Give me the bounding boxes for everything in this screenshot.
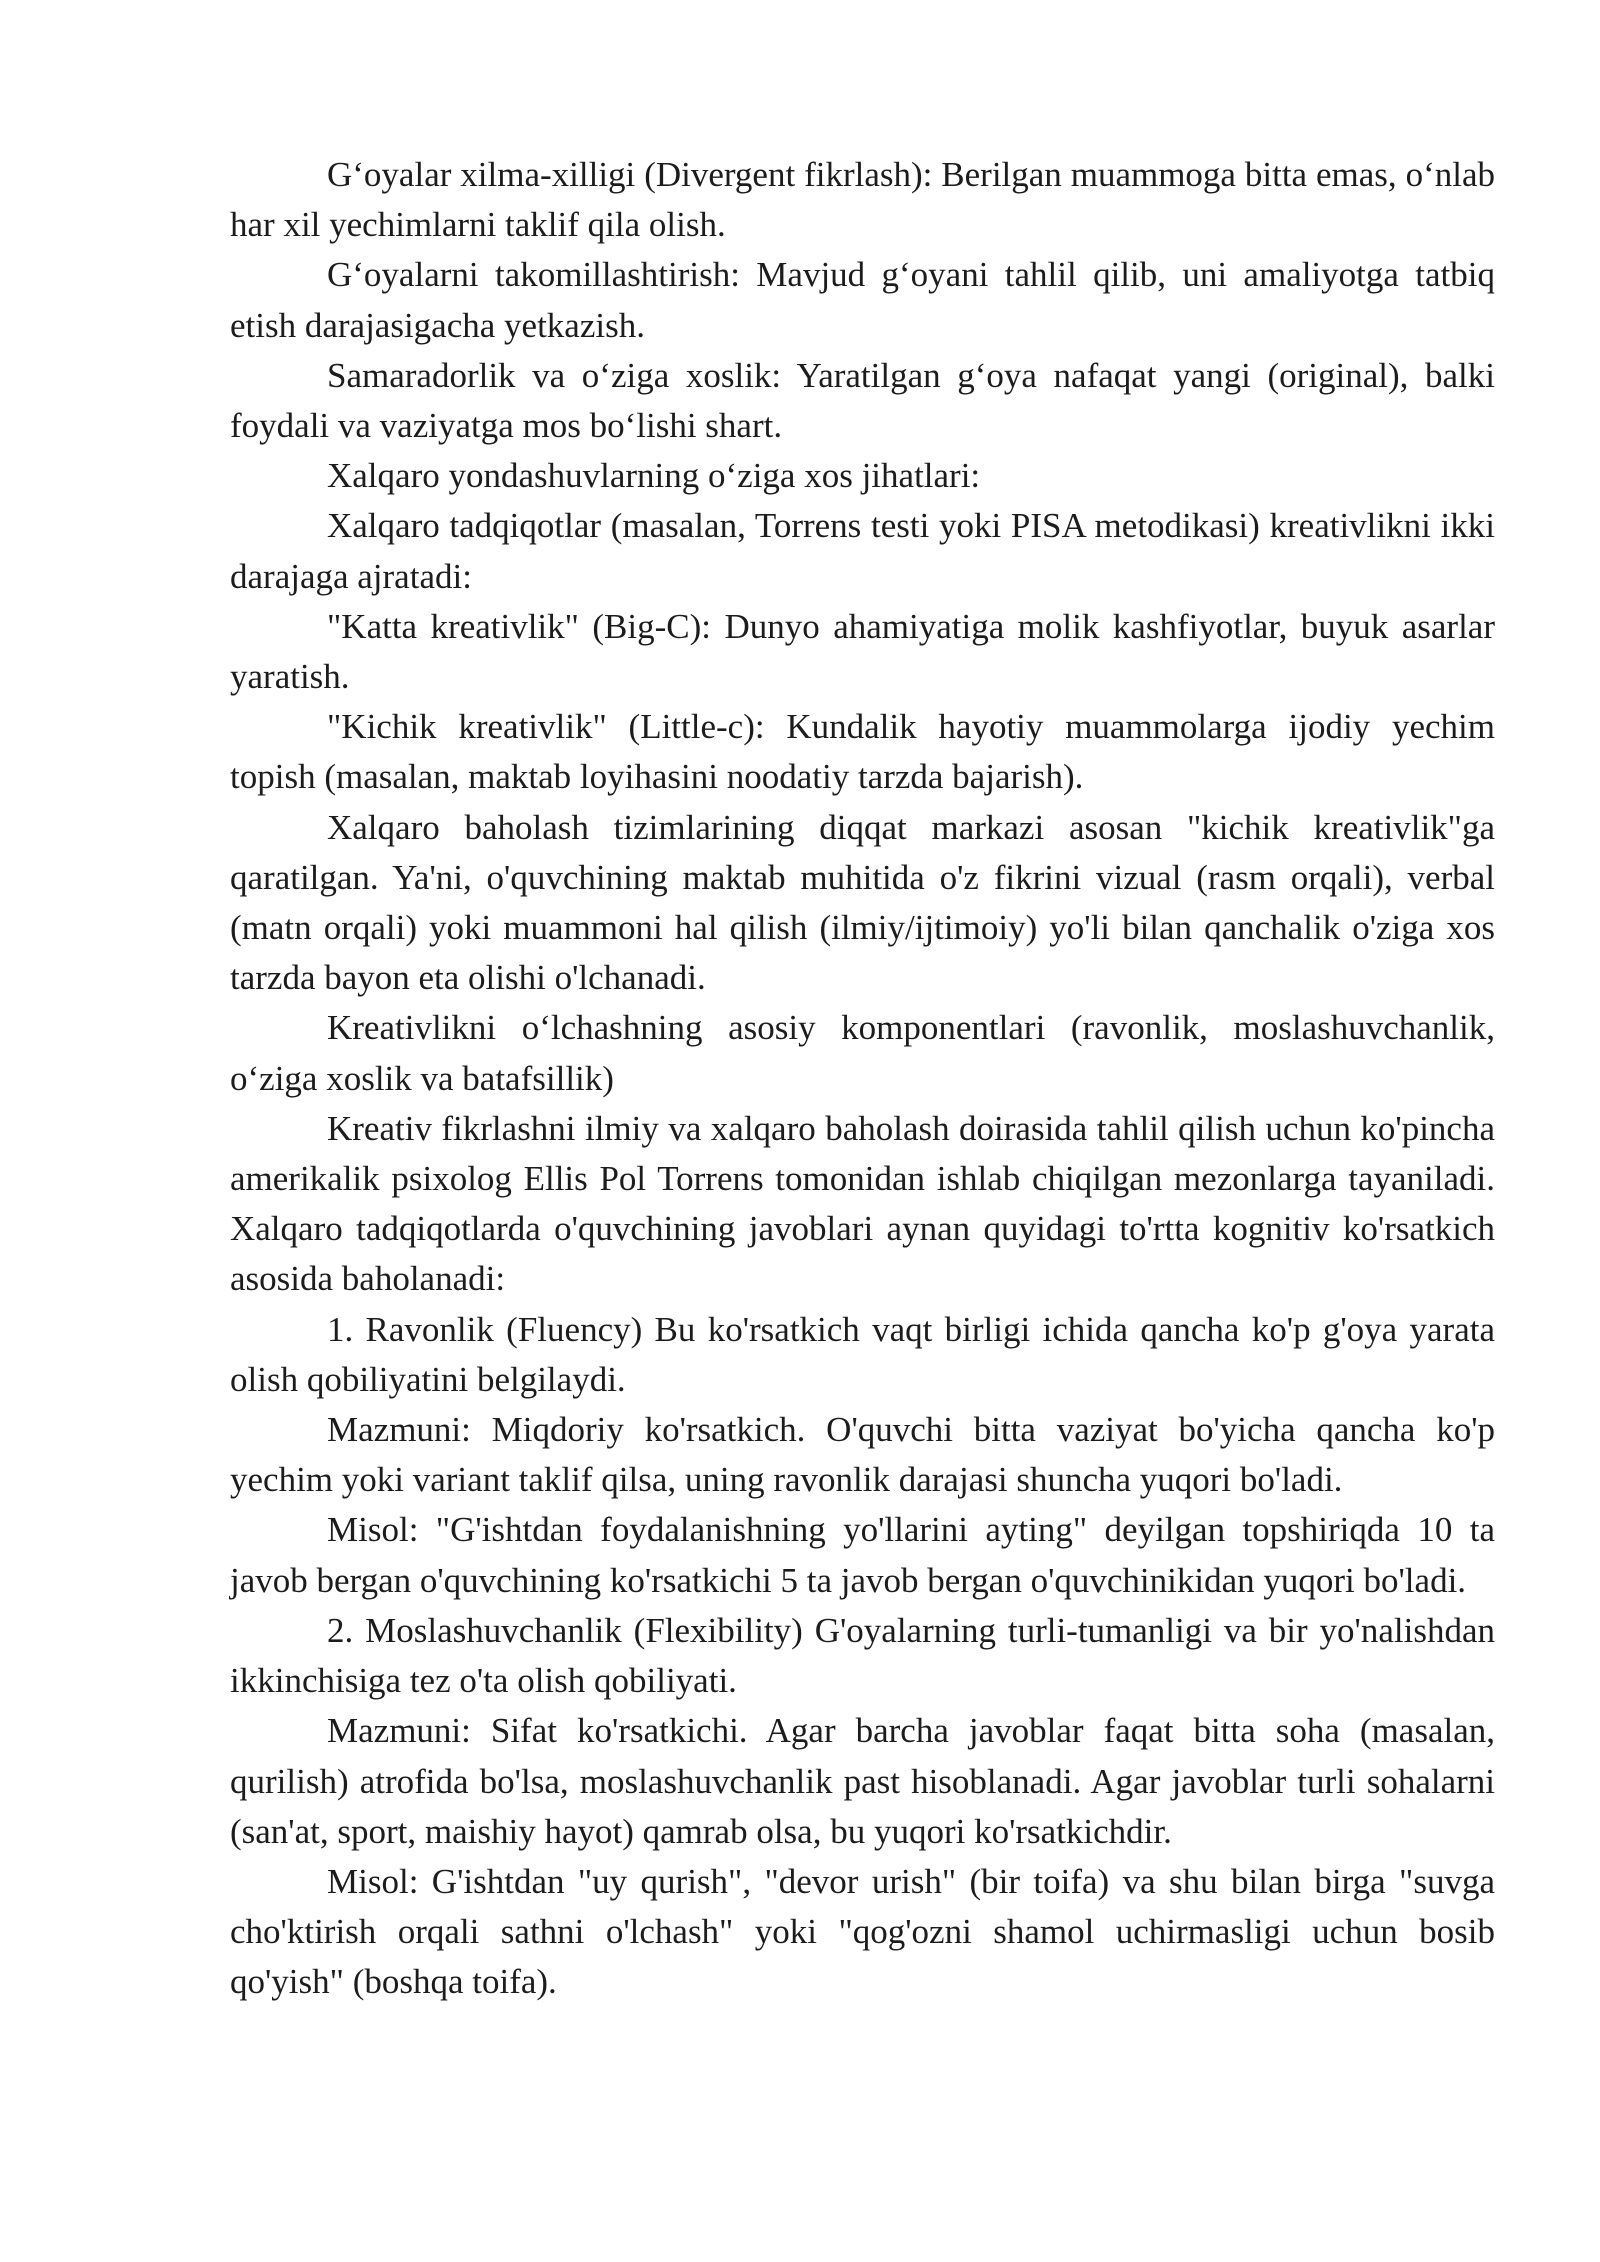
paragraph-little-c: "Kichik kreativlik" (Little-c): Kundalik hayotiy muammolarga ijodiy yechim topish (masalan, maktab loyihasini noodatiy tarzda bajarish). bbox=[230, 707, 1495, 797]
paragraph-idea-refinement: G‘oyalarni takomillashtirish: Mavjud g‘oyani tahlil qilib, uni amaliyotga tatbiq etish darajasigacha yetkazish. bbox=[230, 255, 1495, 345]
paragraph-big-c: "Katta kreativlik" (Big-C): Dunyo ahamiyatiga molik kashfiyotlar, buyuk asarlar yaratish. bbox=[230, 606, 1495, 697]
paragraph-flexibility-meaning: Mazmuni: Sifat ko'rsatkichi. Agar barcha javoblar faqat bitta soha (masalan, qurilish) atrofida bo'lsa, moslashuvchanlik past hisoblanadi. Agar javoblar turli sohalarni (san'at, sport, maishiy hayot) qamrab olsa, bu yuqori ko'rsatkichdir. bbox=[230, 1711, 1495, 1851]
paragraph-effectiveness-originality: Samaradorlik va o‘ziga xoslik: Yaratilgan g‘oya nafaqat yangi (original), balki foydali va vaziyatga mos bo‘lishi shart. bbox=[230, 355, 1495, 446]
paragraph-flexibility: 2. Moslashuvchanlik (Flexibility) G'oyalarning turli-tumanligi va bir yo'nalishdan ikkinchisiga tez o'ta olish qobiliyati. bbox=[230, 1610, 1495, 1701]
paragraph-assessment-focus: Xalqaro baholash tizimlarining diqqat markazi asosan "kichik kreativlik"ga qaratilgan. Ya'ni, o'quvchining maktab muhitida o'z fikrini vizual (rasm orqali), verbal (matn orqali) yoki muammoni hal qilish (ilmiy/ijtimoiy) yo'li bilan qanchalik o'ziga xos tarzda bayon eta olishi o'lchanadi. bbox=[230, 807, 1495, 998]
paragraph-international-approaches-heading: Xalqaro yondashuvlarning o‘ziga xos jihatlari: bbox=[327, 456, 981, 496]
document-page bbox=[230, 150, 1495, 2008]
paragraph-torrance-criteria: Kreativ fikrlashni ilmiy va xalqaro baholash doirasida tahlil qilish uchun ko'pincha amerikalik psixolog Ellis Pol Torrens tomonidan ishlab chiqilgan mezonlarga tayaniladi. Xalqaro tadqiqotlarda o'quvchining javoblari aynan quyidagi to'rtta kognitiv ko'rsatkich asosida baholanadi: bbox=[230, 1108, 1495, 1299]
paragraph-flexibility-example: Misol: G'ishtdan "uy qurish", "devor urish" (bir toifa) va shu bilan birga "suvga cho'ktirish orqali sathni o'lchash" yoki "qog'ozni shamol uchirmasligi uchun bosib qo'yish" (boshqa toifa). bbox=[230, 1861, 1495, 2002]
paragraph-components-heading: Kreativlikni o‘lchashning asosiy komponentlari (ravonlik, moslashuvchanlik, o‘ziga xoslik va batafsillik) bbox=[230, 1008, 1495, 1098]
paragraph-fluency-example: Misol: "G'ishtdan foydalanishning yo'llarini ayting" deyilgan topshiriqda 10 ta javob bergan o'quvchining ko'rsatkichi 5 ta javob bergan o'quvchinikidan yuqori bo'ladi. bbox=[230, 1510, 1495, 1600]
paragraph-fluency-meaning: Mazmuni: Miqdoriy ko'rsatkich. O'quvchi bitta vaziyat bo'yicha qancha ko'p yechim yoki variant taklif qilsa, uning ravonlik darajasi shuncha yuqori bo'ladi. bbox=[230, 1410, 1495, 1500]
paragraph-fluency: 1. Ravonlik (Fluency) Bu ko'rsatkich vaqt birligi ichida qancha ko'p g'oya yarata olish qobiliyatini belgilaydi. bbox=[230, 1309, 1495, 1399]
paragraph-divergent-thinking: G‘oyalar xilma-xilligi (Divergent fikrlash): Berilgan muammoga bitta emas, o‘nlab har xil yechimlarni taklif qila olish. bbox=[230, 155, 1495, 245]
paragraph-international-research: Xalqaro tadqiqotlar (masalan, Torrens testi yoki PISA metodikasi) kreativlikni ikki darajaga ajratadi: bbox=[230, 506, 1495, 596]
